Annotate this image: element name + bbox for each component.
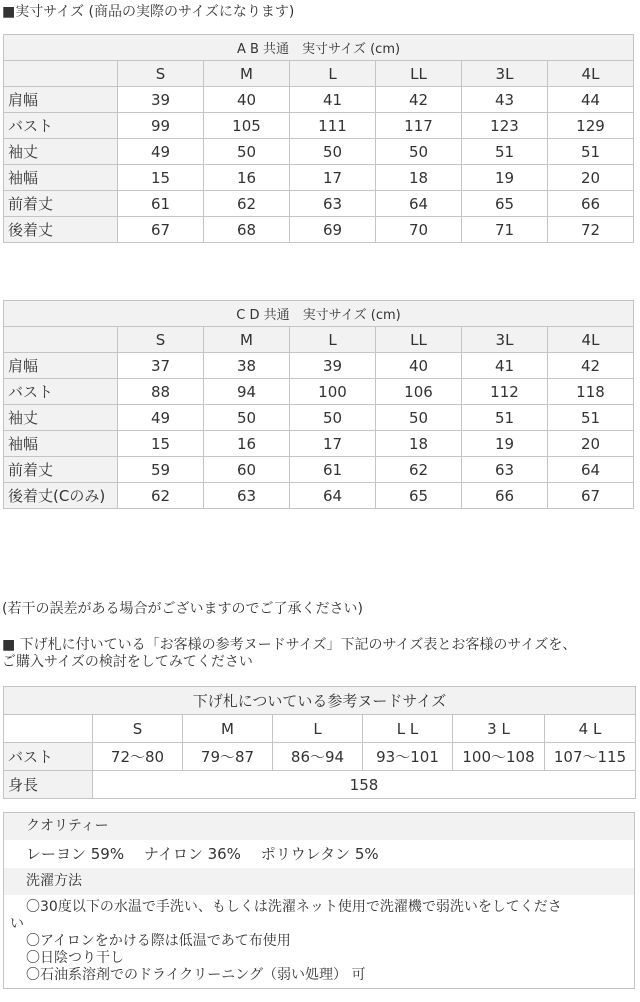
table-row: [4, 405, 634, 431]
table-row: [4, 191, 634, 217]
table-cell: 129: [548, 113, 634, 139]
section-title: ■実寸サイズ (商品の実際のサイズになります): [2, 4, 295, 20]
nude-bust-row: [4, 743, 636, 771]
row-label: 袖丈: [4, 405, 118, 431]
nude-size-note-line1: ■ 下げ札に付いている「お客様の参考ヌードサイズ」下記のサイズ表とお客様のサイズを、: [2, 637, 577, 653]
nude-size-note-line2: ご購入サイズの検討をしてみてください: [2, 654, 253, 670]
table-cell: 68: [204, 217, 290, 243]
nude-size-header: 3 L: [453, 715, 545, 743]
nude-size-header: L: [273, 715, 363, 743]
nude-bust-label: バスト: [4, 743, 93, 771]
table-cell: 38: [204, 353, 290, 379]
table-cell: 67: [118, 217, 204, 243]
table-cell: 42: [548, 353, 634, 379]
washing-line: 〇日陰つり干し: [26, 950, 124, 966]
table-cell: 63: [462, 457, 548, 483]
size-header: S: [118, 327, 204, 353]
table-cell: 100: [290, 379, 376, 405]
table-cell: 41: [462, 353, 548, 379]
table-cell: 49: [118, 405, 204, 431]
table-ab-title: A B 共通 実寸サイズ (cm): [4, 35, 634, 61]
table-cell: 39: [290, 353, 376, 379]
table-cd-size-header: [4, 327, 634, 353]
nude-size-table: [3, 686, 636, 799]
nude-bust-value: 100～108: [453, 743, 545, 771]
table-cell: 66: [548, 191, 634, 217]
table-cell: 20: [548, 431, 634, 457]
header-blank: [4, 61, 118, 87]
table-cell: 63: [290, 191, 376, 217]
table-cell: 37: [118, 353, 204, 379]
table-cell: 40: [376, 353, 462, 379]
table-cell: 49: [118, 139, 204, 165]
table-cell: 88: [118, 379, 204, 405]
table-cell: 17: [290, 431, 376, 457]
nude-size-header: L L: [363, 715, 453, 743]
table-cell: 50: [376, 405, 462, 431]
table-cell: 62: [118, 483, 204, 509]
quality-header: クオリティー: [4, 813, 634, 840]
table-cell: 118: [548, 379, 634, 405]
washing-line: 〇アイロンをかける際は低温であて布使用: [26, 933, 291, 949]
table-cell: 41: [290, 87, 376, 113]
table-cell: 50: [290, 139, 376, 165]
table-cell: 42: [376, 87, 462, 113]
table-cell: 99: [118, 113, 204, 139]
size-header: 3L: [462, 327, 548, 353]
nude-height-value: 158: [93, 771, 636, 799]
size-header: 3L: [462, 61, 548, 87]
table-cell: 106: [376, 379, 462, 405]
table-cell: 117: [376, 113, 462, 139]
size-header: LL: [376, 61, 462, 87]
size-header: 4L: [548, 61, 634, 87]
nude-size-block: [3, 686, 635, 799]
table-cell: 111: [290, 113, 376, 139]
table-row: [4, 217, 634, 243]
table-cell: 69: [290, 217, 376, 243]
size-header: 4L: [548, 327, 634, 353]
nude-height-label: 身長: [4, 771, 93, 799]
table-row: [4, 431, 634, 457]
table-cell: 50: [290, 405, 376, 431]
nude-bust-value: 72～80: [93, 743, 183, 771]
size-header: S: [118, 61, 204, 87]
size-table-ab: [3, 34, 634, 243]
nude-size-header: 4 L: [545, 715, 636, 743]
table-cell: 60: [204, 457, 290, 483]
table-cell: 62: [376, 457, 462, 483]
table-cell: 61: [290, 457, 376, 483]
table-cell: 59: [118, 457, 204, 483]
table-cell: 64: [290, 483, 376, 509]
table-cell: 61: [118, 191, 204, 217]
table-row: [4, 139, 634, 165]
row-label: 袖幅: [4, 431, 118, 457]
table-cell: 64: [548, 457, 634, 483]
table-cell: 50: [204, 139, 290, 165]
row-label: 後着丈: [4, 217, 118, 243]
washing-header: 洗濯方法: [4, 868, 634, 895]
table-cell: 50: [376, 139, 462, 165]
table-cell: 15: [118, 431, 204, 457]
row-label: バスト: [4, 379, 118, 405]
table-cell: 50: [204, 405, 290, 431]
washing-line: い: [10, 916, 24, 932]
nude-bust-value: 107～115: [545, 743, 636, 771]
washing-instructions: [4, 895, 634, 988]
row-label: 前着丈: [4, 191, 118, 217]
size-table-cd: [3, 300, 634, 509]
table-cell: 112: [462, 379, 548, 405]
row-label: 肩幅: [4, 87, 118, 113]
table-cell: 51: [462, 139, 548, 165]
table-cell: 20: [548, 165, 634, 191]
size-header: L: [290, 61, 376, 87]
table-cell: 16: [204, 165, 290, 191]
row-label: 前着丈: [4, 457, 118, 483]
size-header: M: [204, 61, 290, 87]
table-cell: 65: [376, 483, 462, 509]
table-cell: 19: [462, 431, 548, 457]
table-cell: 64: [376, 191, 462, 217]
table-cell: 51: [548, 405, 634, 431]
table-cell: 16: [204, 431, 290, 457]
nude-table-title: 下げ札についている参考ヌードサイズ: [4, 687, 636, 715]
row-label: 後着丈(Cのみ): [4, 483, 118, 509]
table-row: [4, 483, 634, 509]
nude-bust-value: 86～94: [273, 743, 363, 771]
table-cell: 94: [204, 379, 290, 405]
row-label: バスト: [4, 113, 118, 139]
table-cell: 72: [548, 217, 634, 243]
washing-line: 〇30度以下の水温で手洗い、もしくは洗濯ネット使用で洗濯機で弱洗いをしてくださ: [26, 899, 562, 915]
table-row: [4, 113, 634, 139]
nude-size-header-row: [4, 715, 636, 743]
table-cell: 63: [204, 483, 290, 509]
size-header: M: [204, 327, 290, 353]
header-blank: [4, 715, 93, 743]
table-row: [4, 379, 634, 405]
nude-height-row: [4, 771, 636, 799]
table-row: [4, 457, 634, 483]
table-cell: 15: [118, 165, 204, 191]
table-cell: 19: [462, 165, 548, 191]
table-cell: 62: [204, 191, 290, 217]
table-cell: 123: [462, 113, 548, 139]
tolerance-note: (若干の誤差がある場合がございますのでご了承ください): [2, 601, 363, 617]
row-label: 袖幅: [4, 165, 118, 191]
table-cell: 39: [118, 87, 204, 113]
product-info-box: [3, 812, 635, 989]
row-label: 肩幅: [4, 353, 118, 379]
table-cell: 43: [462, 87, 548, 113]
table-cell: 18: [376, 165, 462, 191]
table-cell: 18: [376, 431, 462, 457]
table-cell: 66: [462, 483, 548, 509]
quality-value: レーヨン 59% ナイロン 36% ポリウレタン 5%: [26, 845, 379, 863]
header-blank: [4, 327, 118, 353]
table-cell: 70: [376, 217, 462, 243]
nude-bust-value: 79～87: [183, 743, 273, 771]
size-header: LL: [376, 327, 462, 353]
table-cell: 71: [462, 217, 548, 243]
table-cell: 51: [462, 405, 548, 431]
size-header: L: [290, 327, 376, 353]
nude-size-header: S: [93, 715, 183, 743]
table-cell: 44: [548, 87, 634, 113]
table-cell: 65: [462, 191, 548, 217]
table-cell: 51: [548, 139, 634, 165]
nude-size-header: M: [183, 715, 273, 743]
table-row: [4, 353, 634, 379]
row-label: 袖丈: [4, 139, 118, 165]
nude-bust-value: 93～101: [363, 743, 453, 771]
washing-line: 〇石油系溶剤でのドライクリーニング（弱い処理） 可: [26, 967, 366, 983]
table-row: [4, 165, 634, 191]
table-cell: 67: [548, 483, 634, 509]
table-ab-size-header: [4, 61, 634, 87]
table-cell: 17: [290, 165, 376, 191]
table-row: [4, 87, 634, 113]
table-cell: 105: [204, 113, 290, 139]
table-cd-title: C D 共通 実寸サイズ (cm): [4, 301, 634, 327]
table-cell: 40: [204, 87, 290, 113]
